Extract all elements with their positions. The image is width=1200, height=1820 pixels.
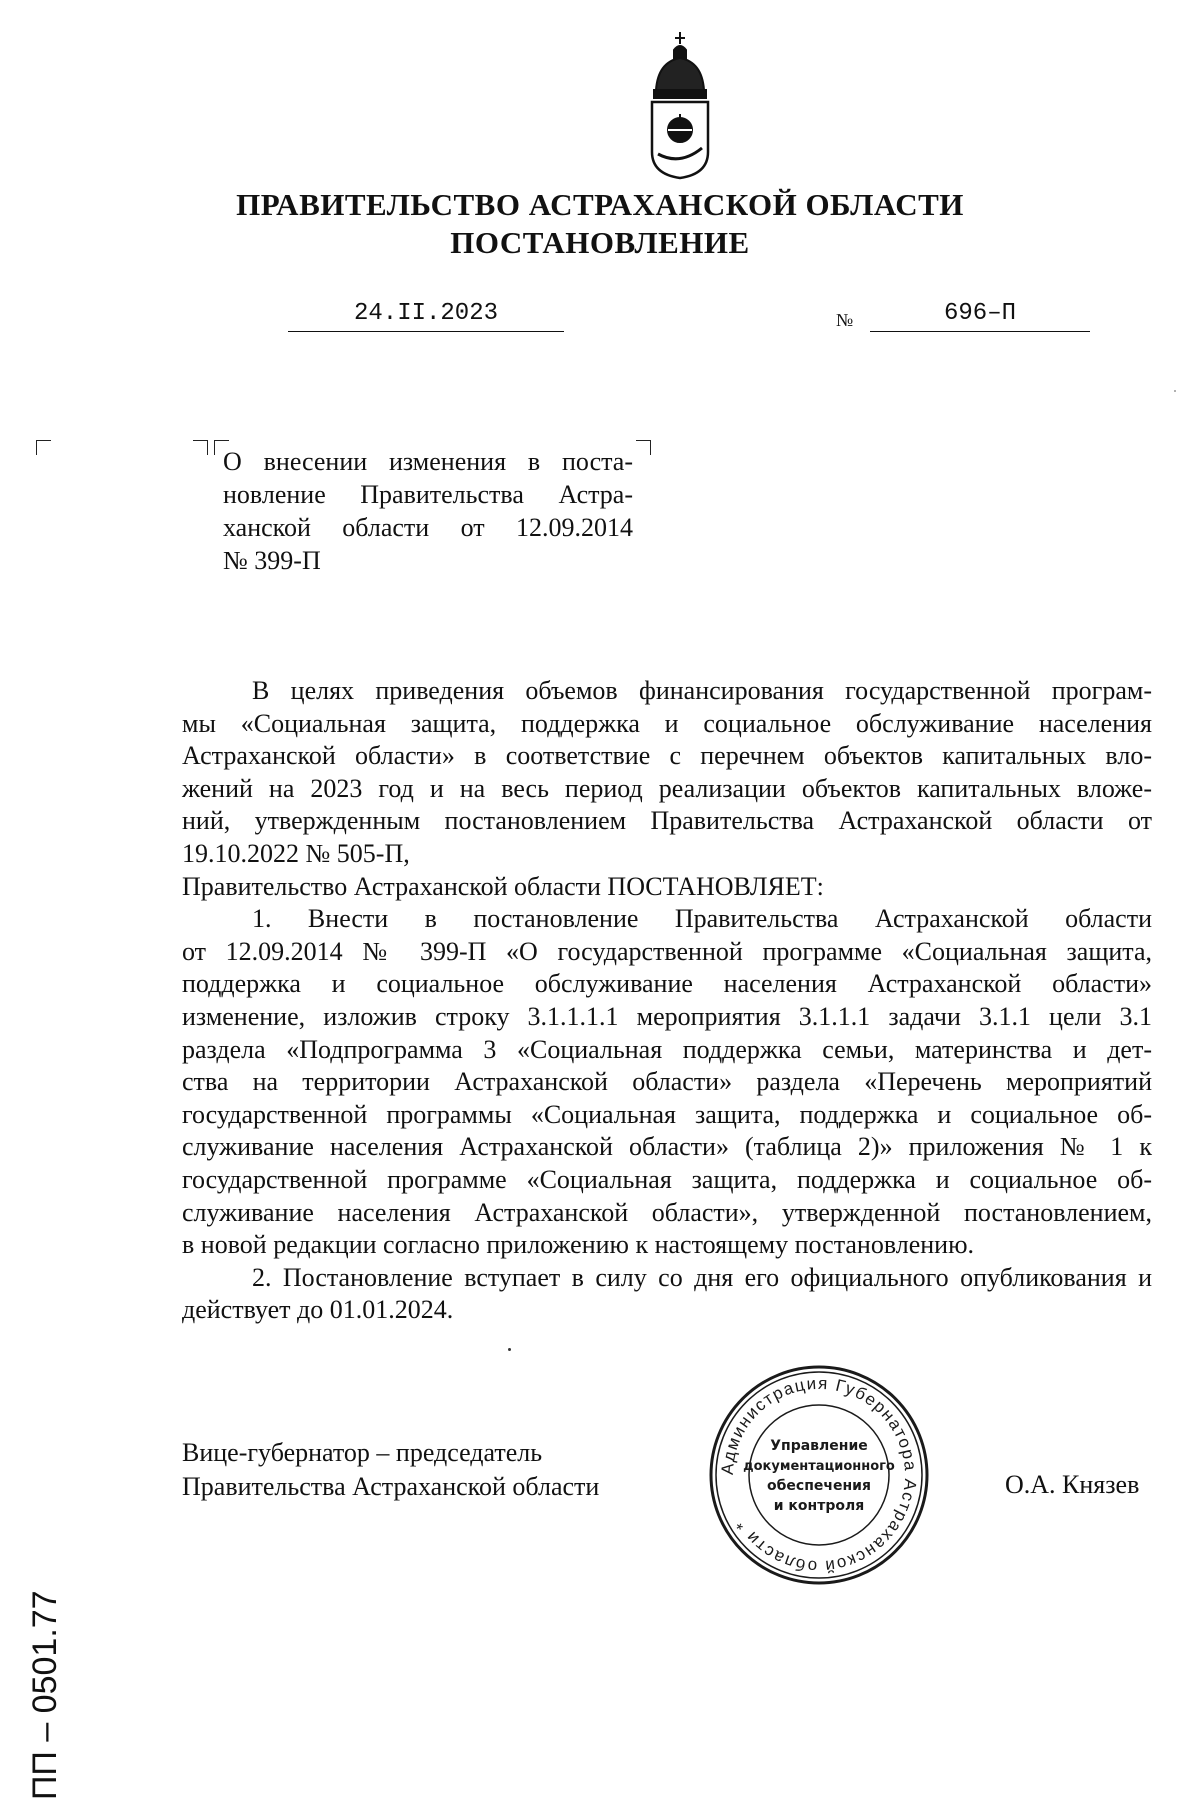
subject-corner-mark	[636, 440, 651, 455]
subject-line: ханской области от 12.09.2014	[223, 513, 633, 542]
body-line: Астраханской области» в соответствие с перечнем объектов капитальных вло-	[182, 741, 1152, 771]
stamp-center-line: обеспечения	[767, 1478, 871, 1494]
subject-line: О внесении изменения в поста-	[223, 447, 633, 476]
scan-speck	[1174, 390, 1176, 392]
signatory-name: О.А. Князев	[1005, 1470, 1140, 1499]
body-line: изменение, изложив строку 3.1.1.1.1 мероприятия 3.1.1.1 задачи 3.1.1 цели 3.1	[182, 1001, 1152, 1031]
body-line: мы «Социальная защита, поддержка и социальное обслуживание населения	[182, 708, 1152, 738]
body-line: государственной программы «Социальная защита, поддержка и социальное об-	[182, 1099, 1152, 1129]
stamp-ring-text: Администрация Губернатора Астраханской области *	[717, 1373, 921, 1577]
body-line: служивание населения Астраханской области», утвержденной постановлением,	[182, 1197, 1152, 1227]
subject-line: новление Правительства Астра-	[223, 480, 633, 509]
stamp-center-line: документационного	[743, 1459, 895, 1474]
document-date: 24.II.2023	[288, 300, 564, 332]
address-corner-mark	[36, 440, 51, 455]
body-line: ний, утвержденным постановлением Правительства Астраханской области от	[182, 806, 1152, 836]
body-line: служивание населения Астраханской области» (таблица 2)» приложения № 1 к	[182, 1132, 1152, 1162]
stamp-center-line: Управление	[770, 1438, 868, 1454]
coat-of-arms-emblem	[640, 30, 720, 180]
document-type-title: ПОСТАНОВЛЕНИЕ	[450, 225, 750, 260]
side-registration-code: ПП – 0501.77	[26, 1590, 64, 1800]
body-line: в новой редакции согласно приложению к настоящему постановлению.	[182, 1230, 975, 1260]
subject-line: № 399-П	[223, 546, 321, 575]
body-line: 19.10.2022 № 505-П,	[182, 838, 410, 868]
address-corner-mark	[193, 440, 208, 455]
subject-block	[223, 445, 633, 577]
body-line: государственной программе «Социальная защита, поддержка и социальное об-	[182, 1164, 1152, 1194]
body-line: 1. Внести в постановление Правительства Астраханской области	[252, 904, 1152, 934]
body-line: В целях приведения объемов финансирования государственной програм-	[252, 676, 1152, 705]
number-sign: №	[836, 310, 854, 330]
body-line: жений на 2023 год и на весь период реализации объектов капитальных вложе-	[182, 773, 1152, 803]
document-number: 696–П	[870, 300, 1090, 332]
scan-speck	[508, 1348, 511, 1351]
organization-title: ПРАВИТЕЛЬСТВО АСТРАХАНСКОЙ ОБЛАСТИ	[236, 187, 964, 222]
decree-body	[182, 675, 1152, 1327]
body-line: поддержка и социальное обслуживание населения Астраханской области»	[182, 969, 1152, 999]
body-line: от 12.09.2014 № 399-П «О государственной программе «Социальная защита,	[182, 936, 1152, 966]
body-line: раздела «Подпрограмма 3 «Социальная поддержка семьи, материнства и дет-	[182, 1034, 1152, 1064]
signatory-position-line: Правительства Астраханской области	[182, 1472, 600, 1501]
side-registration-code-wrap	[26, 1590, 86, 1820]
stamp-center-line: и контроля	[773, 1498, 865, 1514]
body-line: ства на территории Астраханской области» раздела «Перечень мероприятий	[182, 1067, 1152, 1097]
signatory-position	[182, 1436, 599, 1504]
body-line: действует до 01.01.2024.	[182, 1295, 454, 1325]
body-line: 2. Постановление вступает в силу со дня его официального опубликования и	[252, 1262, 1152, 1292]
official-stamp	[706, 1362, 932, 1588]
body-line: Правительство Астраханской области ПОСТАНОВЛЯЕТ:	[182, 871, 824, 901]
signatory-position-line: Вице-губернатор – председатель	[182, 1438, 543, 1467]
